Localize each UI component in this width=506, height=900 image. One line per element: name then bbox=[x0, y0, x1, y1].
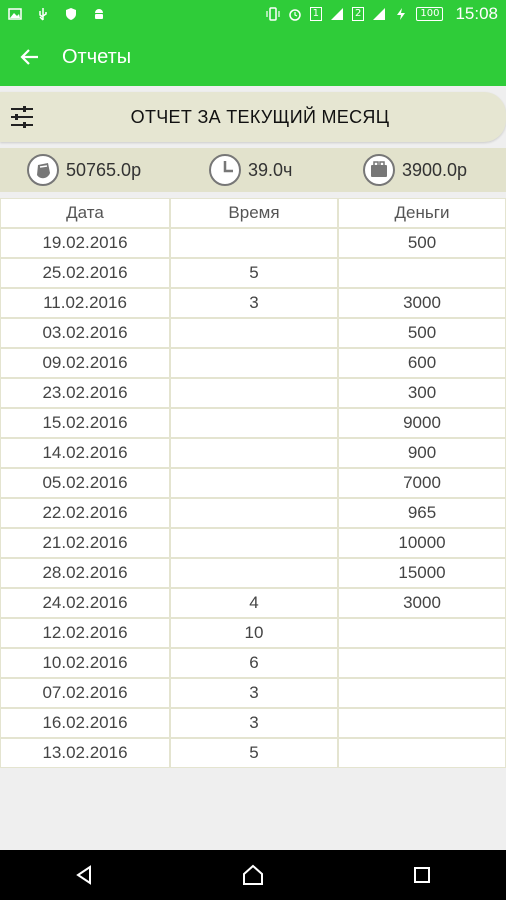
table-row bbox=[0, 378, 506, 408]
cell-date: 19.02.2016 bbox=[1, 229, 169, 257]
cell-time bbox=[171, 529, 337, 557]
table-row bbox=[0, 738, 506, 768]
filter-sliders-icon bbox=[0, 92, 44, 142]
cell-time: 6 bbox=[171, 649, 337, 677]
stat-money bbox=[26, 153, 141, 187]
table-row bbox=[0, 408, 506, 438]
cell-time: 5 bbox=[171, 259, 337, 287]
cell-date: 15.02.2016 bbox=[1, 409, 169, 437]
app-bar bbox=[0, 28, 506, 86]
clock-time: 15:08 bbox=[455, 4, 498, 23]
table-row bbox=[0, 318, 506, 348]
cell-money bbox=[339, 649, 505, 677]
cell-date: 10.02.2016 bbox=[1, 649, 169, 677]
cell-date: 24.02.2016 bbox=[1, 589, 169, 617]
report-table bbox=[0, 198, 506, 768]
cell-money: 7000 bbox=[339, 469, 505, 497]
table-row bbox=[0, 258, 506, 288]
cell-money bbox=[339, 259, 505, 287]
nav-home-button[interactable] bbox=[223, 850, 283, 900]
cell-money: 300 bbox=[339, 379, 505, 407]
cell-time bbox=[171, 229, 337, 257]
report-button-label: ОТЧЕТ ЗА ТЕКУЩИЙ МЕСЯЦ bbox=[130, 106, 390, 127]
cell-time bbox=[171, 499, 337, 527]
signal-icon bbox=[330, 7, 344, 21]
clock-icon bbox=[208, 153, 242, 187]
cell-date: 11.02.2016 bbox=[1, 289, 169, 317]
usb-icon bbox=[36, 7, 50, 21]
cell-time: 3 bbox=[171, 679, 337, 707]
cell-money: 15000 bbox=[339, 559, 505, 587]
cell-money: 10000 bbox=[339, 529, 505, 557]
table-row bbox=[0, 468, 506, 498]
cell-date: 16.02.2016 bbox=[1, 709, 169, 737]
cell-money bbox=[339, 739, 505, 767]
table-header-row bbox=[0, 198, 506, 228]
cell-time bbox=[171, 559, 337, 587]
table-row bbox=[0, 228, 506, 258]
cell-time bbox=[171, 409, 337, 437]
table-row bbox=[0, 348, 506, 378]
cell-date: 25.02.2016 bbox=[1, 259, 169, 287]
android-icon bbox=[92, 7, 106, 21]
table-row bbox=[0, 528, 506, 558]
cell-money bbox=[339, 679, 505, 707]
shield-icon bbox=[64, 7, 78, 21]
wallet-icon bbox=[362, 153, 396, 187]
cell-time bbox=[171, 439, 337, 467]
cell-time bbox=[171, 469, 337, 497]
alarm-icon bbox=[288, 7, 302, 21]
cell-money bbox=[339, 619, 505, 647]
stat-expenses-value: 3900.0р bbox=[402, 159, 468, 180]
home-icon bbox=[241, 863, 265, 887]
cell-money: 500 bbox=[339, 229, 505, 257]
stat-expenses bbox=[362, 153, 467, 187]
sim1-badge: 1 bbox=[310, 7, 322, 21]
main-content bbox=[0, 86, 506, 850]
cell-date: 03.02.2016 bbox=[1, 319, 169, 347]
table-row bbox=[0, 678, 506, 708]
cell-time: 4 bbox=[171, 589, 337, 617]
header-money: Деньги bbox=[339, 199, 505, 227]
charging-icon bbox=[394, 7, 408, 21]
cell-time: 3 bbox=[171, 709, 337, 737]
arrow-left-icon bbox=[20, 47, 40, 67]
triangle-back-icon bbox=[73, 864, 95, 886]
table-row bbox=[0, 648, 506, 678]
cell-date: 28.02.2016 bbox=[1, 559, 169, 587]
table-row bbox=[0, 498, 506, 528]
header-time: Время bbox=[171, 199, 337, 227]
table-row bbox=[0, 288, 506, 318]
square-recents-icon bbox=[412, 865, 432, 885]
cell-date: 09.02.2016 bbox=[1, 349, 169, 377]
table-row bbox=[0, 558, 506, 588]
cell-time bbox=[171, 349, 337, 377]
cell-money: 500 bbox=[339, 319, 505, 347]
cell-money: 9000 bbox=[339, 409, 505, 437]
cell-date: 23.02.2016 bbox=[1, 379, 169, 407]
cell-date: 21.02.2016 bbox=[1, 529, 169, 557]
cell-time: 10 bbox=[171, 619, 337, 647]
table-row bbox=[0, 438, 506, 468]
cell-money bbox=[339, 709, 505, 737]
cell-date: 13.02.2016 bbox=[1, 739, 169, 767]
cell-money: 600 bbox=[339, 349, 505, 377]
image-icon bbox=[8, 7, 22, 21]
cell-date: 05.02.2016 bbox=[1, 469, 169, 497]
cell-time bbox=[171, 379, 337, 407]
vibrate-icon bbox=[266, 7, 280, 21]
cell-time: 3 bbox=[171, 289, 337, 317]
money-bag-icon bbox=[26, 153, 60, 187]
table-row bbox=[0, 708, 506, 738]
status-bar bbox=[0, 0, 506, 28]
page-title: Отчеты bbox=[62, 45, 132, 68]
cell-date: 22.02.2016 bbox=[1, 499, 169, 527]
cell-time: 5 bbox=[171, 739, 337, 767]
stat-money-value: 50765.0р bbox=[66, 159, 142, 180]
cell-money: 965 bbox=[339, 499, 505, 527]
table-row bbox=[0, 618, 506, 648]
cell-date: 07.02.2016 bbox=[1, 679, 169, 707]
navigation-bar bbox=[0, 850, 506, 900]
cell-date: 12.02.2016 bbox=[1, 619, 169, 647]
stats-bar bbox=[0, 148, 506, 192]
nav-back-button[interactable] bbox=[54, 850, 114, 900]
cell-money: 3000 bbox=[339, 589, 505, 617]
signal-icon bbox=[372, 7, 386, 21]
back-button[interactable] bbox=[0, 28, 60, 86]
cell-money: 3000 bbox=[339, 289, 505, 317]
nav-recents-button[interactable] bbox=[392, 850, 452, 900]
header-date: Дата bbox=[1, 199, 169, 227]
cell-time bbox=[171, 319, 337, 347]
battery-level: 100 bbox=[416, 7, 443, 21]
stat-hours bbox=[208, 153, 292, 187]
cell-money: 900 bbox=[339, 439, 505, 467]
current-month-report-button[interactable] bbox=[0, 92, 506, 142]
sim2-badge: 2 bbox=[352, 7, 364, 21]
cell-date: 14.02.2016 bbox=[1, 439, 169, 467]
table-row bbox=[0, 588, 506, 618]
stat-hours-value: 39.0ч bbox=[248, 159, 293, 180]
